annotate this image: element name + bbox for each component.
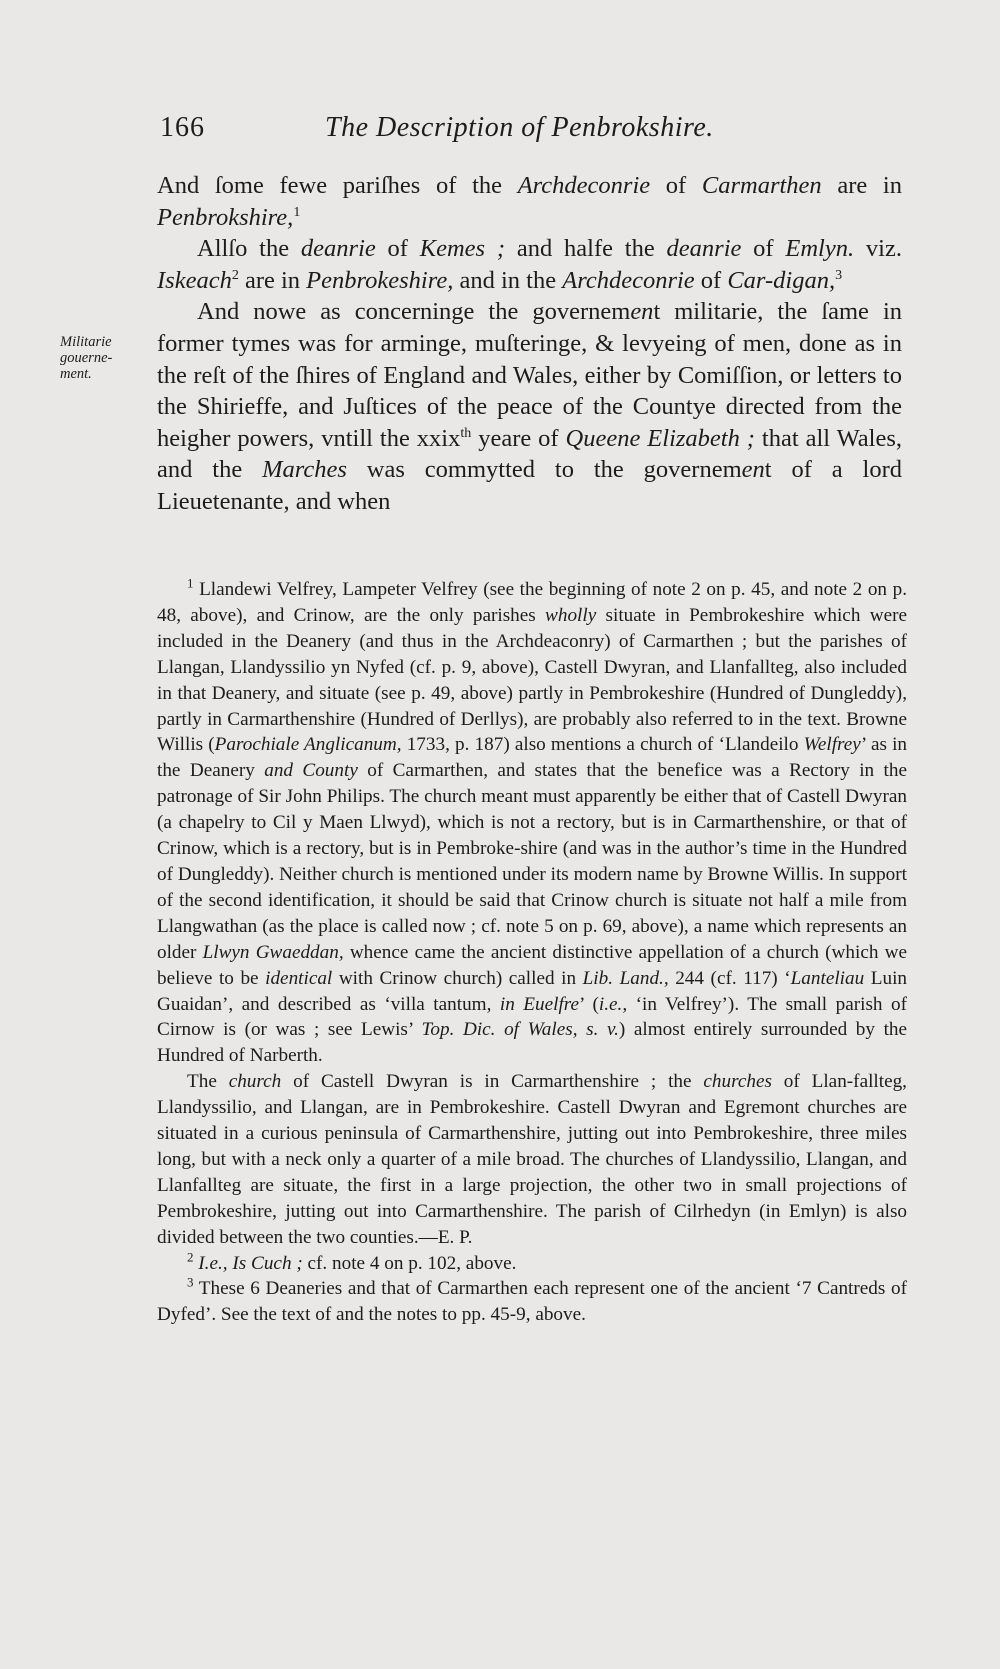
main-text — [157, 170, 902, 518]
footnote-ref: 2 — [231, 267, 239, 283]
footnote-ref: 1 — [293, 204, 301, 220]
footnote-1: $^1$ Llandewi Velfrey, Lampeter Velfrey (see the beginning of note 2 on p. 45, and note 2 on p. 48, above), and Crinow, are the only parishes wholly situate in Pembrokeshire which were included in the Deanery (and thus in the Archdeaconry) of Carmarthen ; but the parishes of Llangan, Llandyssilio yn Nyfed (cf. p. 9, above), Castell Dwyran, and Llanfallteg, also included in that Deanery, and situate (see p. 49, above) partly in Pembrokeshire (Hundred of Dungleddy), partly in Carmarthenshire (Hundred of Derllys), are probably also referred to in the text. Browne Willis (Parochiale Anglicanum, 1733, p. 187) also mentions a church of ‘Llandeilo Welfrey’ as in the Deanery and County of Carmarthen, and states that the benefice was a Rectory in the patronage of Sir John Philips. The church meant must apparently be either that of Castell Dwyran (a chapelry to Cil y Maen Llwyd), which is not a rectory, but is in Carmarthenshire, or that of Crinow, which is a rectory, but is in Pembroke-shire (and was in the author’s time in the Hundred of Dungleddy). Neither church is mentioned under its modern name by Browne Willis. In support of the second identification, it should be said that Crinow church is situate not half a mile from Llangwathan (as the place is called now ; cf. note 5 on p. 69, above), a name which represents an older Llwyn Gwaeddan, whence came the ancient distinctive appellation of a church (which we believe to be identical with Crinow church) called in Lib. Land., 244 (cf. 117) ‘Lanteliau Luin Guaidan’, and described as ‘villa tantum, in Euelfre’ (i.e., ‘in Velfrey’). The small parish of Cirnow is (or was ; see Lewis’ Top. Dic. of Wales, s. v.) almost entirely surrounded by the Hundred of Narberth. — [157, 575, 908, 1067]
main-paragraph-1: And ſome fewe pariſhes of the Archdeconrie of Carmarthen are in Penbrokshire,$^1$ — [157, 172, 902, 231]
footnote-1-continued: The church of Castell Dwyran is in Carmarthenshire ; the churches of Llan-fallteg, Llandyssilio, and Llangan, are in Pembrokeshire. Castell Dwyran and Egremont churches are situated in a curious peninsula of Carmarthenshire, jutting out into Pembrokeshire, three miles long, but with a neck only a quarter of a mile broad. The churches of Llandyssilio, Llangan, and Llanfallteg are situate, the first in a large projection, the other two in small projections of Pembrokeshire, jutting out into Carmarthenshire. The parish of Cilrhedyn (in Emlyn) is also divided between the two counties.—E. P. — [157, 1071, 907, 1248]
main-paragraph-2: Allſo the deanrie of Kemes ; and halfe the deanrie of Emlyn. viz. Iskeach$^2$ are in Penbrokeshire, and in the Archdeconrie of Car-digan,$^3$ — [157, 235, 902, 294]
margin-note-line: ment. — [60, 366, 92, 382]
main-paragraph-3: And nowe as concerninge the governement militarie, the ſame in former tymes was for arminge, muſteringe, & levyeing of men, done as in the reſt of the ſhires of England and Wales, either by Comiſſion, or letters to the Shirieffe, and Juſtices of the peace of the Countye directed from the heigher powers, vntill the xxix$^{th}$ yeare of Queene Elizabeth ; that all Wales, and the Marches was commytted to the governement of a lord Lieuetenante, and when — [157, 298, 903, 515]
margin-note — [60, 334, 140, 382]
running-title: The Description of Penbrokshire. — [325, 112, 714, 143]
footnote-3: $^3$ These 6 Deaneries and that of Carmarthen each represent one of the ancient ‘7 Cantreds of Dyfed’. See the text of and the notes to pp. 45-9, above. — [157, 1275, 907, 1326]
footnotes — [157, 577, 907, 1328]
margin-note-line: gouerne- — [60, 350, 113, 366]
footnote-mark: 3 — [187, 1275, 194, 1291]
footnote-mark: 1 — [187, 575, 194, 591]
margin-note-line: Militarie — [60, 334, 112, 350]
footnote-2: $^2$ I.e., Is Cuch ; cf. note 4 on p. 102, above. — [187, 1249, 517, 1274]
page-header — [160, 112, 860, 152]
page-number: 166 — [160, 112, 205, 143]
footnote-mark: 2 — [187, 1249, 194, 1265]
footnote-ref: 3 — [835, 267, 843, 283]
